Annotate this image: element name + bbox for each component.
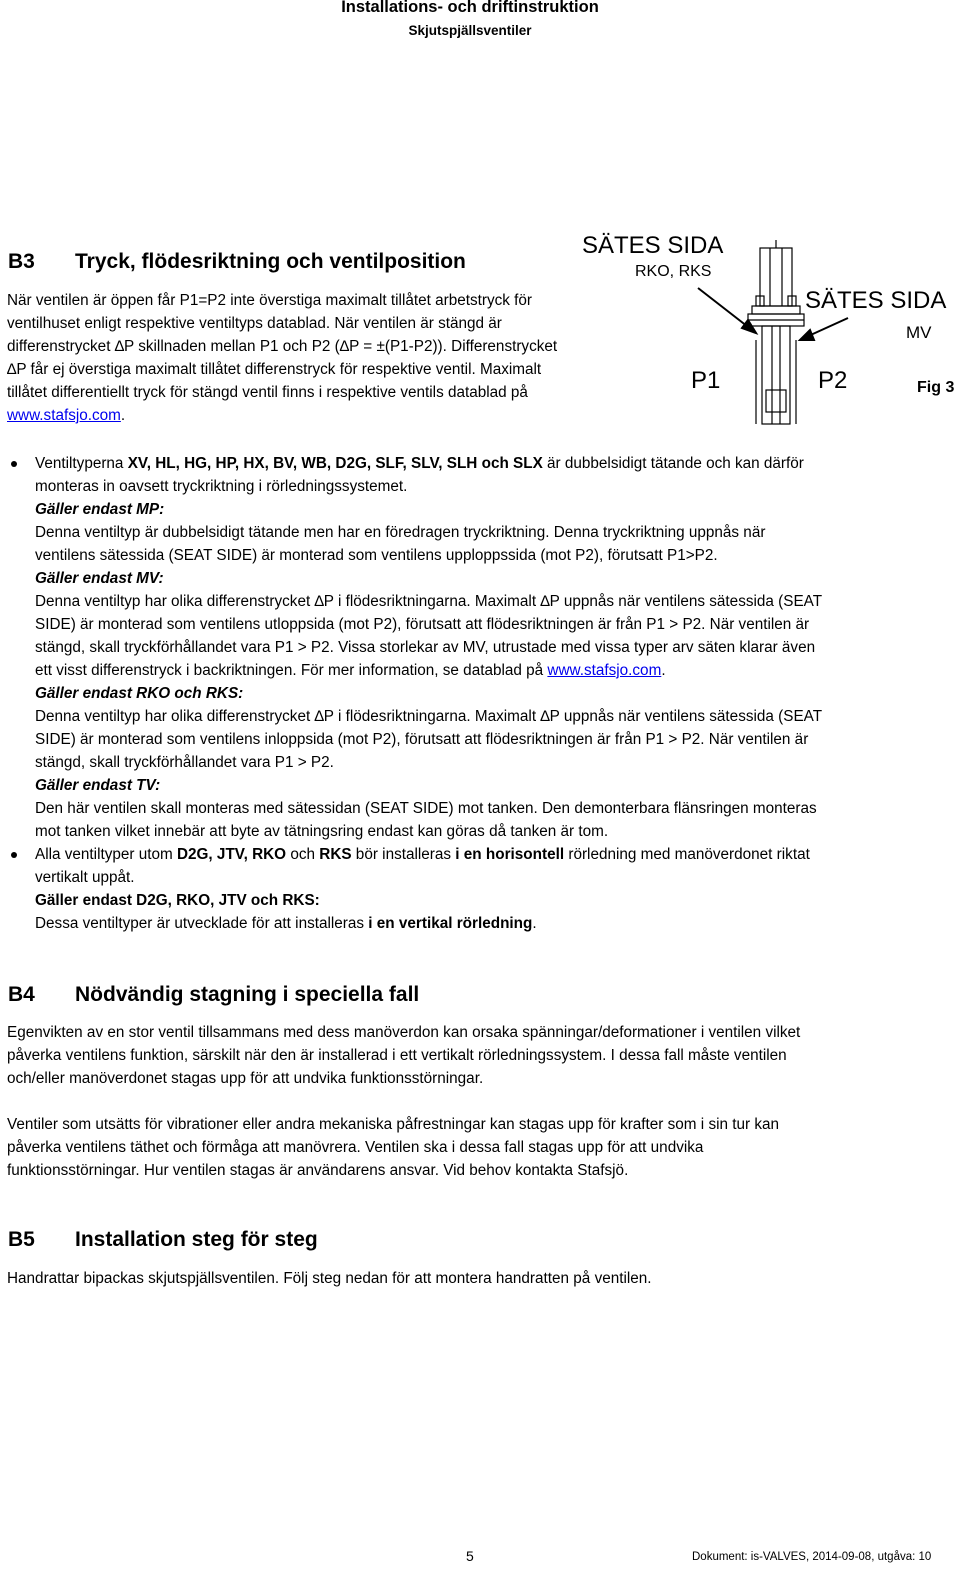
bullet2-text: Dessa ventiltyper är utvecklade för att installeras [35, 915, 369, 932]
label-mv: MV [906, 323, 932, 342]
bullet2-line: vertikalt uppåt. [35, 869, 135, 886]
mp-line: ventilens sätessida (SEAT SIDE) är monterad som ventilens upploppssida (mot P2), förutsatt P1>P2. [35, 547, 718, 564]
bullet1-line: monteras in oavsett tryckriktning i rörledningssystemet. [35, 478, 408, 495]
stafsjo-link[interactable]: www.stafsjo.com [7, 407, 121, 424]
label-sates-sida-right: SÄTES SIDA [805, 287, 947, 314]
bullet2-text: Alla ventiltyper utom [35, 846, 177, 863]
mv-line [35, 659, 950, 682]
rko-line: SIDE) är monterad som ventilens inloppsida (mot P2), förutsatt att flödesriktningen är från P1 > P2. När ventilen är [35, 731, 809, 748]
b3-intro-line [7, 404, 647, 427]
page-number: 5 [466, 1548, 474, 1564]
bullet1-valve-types: XV, HL, HG, HP, HX, BV, WB, D2G, SLF, SLV, SLH och SLX [127, 455, 543, 472]
bullet2-text: och [286, 846, 320, 863]
rko-heading: Gäller endast RKO och RKS: [35, 685, 244, 702]
section-number-b5: B5 [8, 1228, 35, 1251]
valve-diagram [580, 230, 960, 430]
bullet2-text: . [532, 915, 537, 932]
label-p2: P2 [818, 367, 848, 394]
section-title-b4: Nödvändig stagning i speciella fall [75, 983, 420, 1006]
bullet-1 [35, 452, 950, 843]
bullet1-line [35, 452, 950, 475]
b4-line: Ventiler som utsätts för vibrationer eller andra mekaniska påfrestningar kan stagas upp för krafter som i sin tur kan [7, 1116, 780, 1133]
label-rko-rks: RKO, RKS [635, 263, 712, 280]
mv-heading: Gäller endast MV: [35, 570, 164, 587]
section-title-b3: Tryck, flödesriktning och ventilposition [75, 250, 466, 273]
b4-line: påverka ventilens funktion, särskilt när den är installerad i ett vertikalt rörledningssystem. I dessa fall måste ventilen [7, 1047, 787, 1064]
tv-line: mot tanken vilket innebär att byte av tätningsring endast kan göras då tanken är tom. [35, 823, 609, 840]
mv-text: . [661, 662, 666, 679]
tv-heading: Gäller endast TV: [35, 777, 161, 794]
mv-line: Denna ventiltyp har olika differenstrycket ∆P i flödesriktningarna. Maximalt ∆P uppnås när ventilens sätessida (SEAT [35, 593, 823, 610]
d2g-heading: Gäller endast D2G, RKO, JTV och RKS: [35, 892, 320, 909]
bullet2-bold: i en vertikal rörledning [368, 915, 533, 932]
rko-line: Denna ventiltyp har olika differenstrycket ∆P i flödesriktningarna. Maximalt ∆P uppnås när ventilens sätessida (SEAT [35, 708, 823, 725]
label-p1: P1 [691, 367, 721, 394]
b4-paragraph-2 [7, 1113, 947, 1182]
b4-line: Egenvikten av en stor ventil tillsammans med dess manöverdon kan orsaka spänningar/deformationer i ventilen vilket [7, 1024, 801, 1041]
bullet2-bold: i en horisontell [455, 846, 565, 863]
bullet-marker [11, 461, 17, 467]
b4-line: påverka ventilens täthet och förmåga att manövrera. Ventilen ska i dessa fall stagas upp för att undvika [7, 1139, 704, 1156]
b3-intro-line: tillåtet differentiellt tryck för stängd ventil finns i respektive ventils datablad på [7, 384, 528, 401]
label-sates-sida-top: SÄTES SIDA [582, 232, 724, 259]
section-number-b3: B3 [8, 250, 35, 273]
b3-intro-line: ventilhuset enligt respektive ventiltyps datablad. När ventilen är stängd är [7, 315, 502, 332]
mp-line: Denna ventiltyp är dubbelsidigt tätande men har en föredragen tryckriktning. Denna tryckriktning uppnås när [35, 524, 766, 541]
mv-text: ett visst differenstryck i backriktningen. För mer information, se datablad på [35, 662, 548, 679]
bullet2-text: rörledning med manöverdonet riktat [564, 846, 810, 863]
document-subtitle: Skjutspjällsventiler [408, 23, 532, 38]
b3-intro-line: differenstrycket ∆P skillnaden mellan P1 och P2 (∆P = ±(P1-P2)). Differenstrycket [7, 338, 558, 355]
bullet2-bold: RKS [319, 846, 352, 863]
section-title-b5: Installation steg för steg [75, 1228, 318, 1251]
bullet2-bold: D2G, JTV, RKO [176, 846, 287, 863]
b3-intro-paragraph [7, 289, 647, 427]
mv-line: SIDE) är monterad som ventilens utloppsida (mot P2), förutsatt att flödesriktningen är från P1 > P2. När ventilen är [35, 616, 810, 633]
section-number-b4: B4 [8, 983, 35, 1006]
b3-intro-line: När ventilen är öppen får P1=P2 inte överstiga maximalt tillåtet arbetstryck för [7, 292, 533, 309]
bullet-marker [11, 852, 17, 858]
figure-caption: Fig 3 [917, 379, 955, 396]
tv-line: Den här ventilen skall monteras med sätessidan (SEAT SIDE) mot tanken. Den demonterbara flänsringen monteras [35, 800, 817, 817]
mv-line: stängd, skall tryckförhållandet vara P1 > P2. Vissa storlekar av MV, utrustade med vissa typer arv säten klarar även [35, 639, 816, 656]
bullet2-line [35, 843, 950, 866]
stafsjo-link[interactable]: www.stafsjo.com [547, 662, 662, 679]
document-reference: Dokument: is-VALVES, 2014-09-08, utgåva: 10 [692, 1551, 932, 1563]
mp-heading: Gäller endast MP: [35, 501, 165, 518]
b5-paragraph: Handrattar bipackas skjutspjällsventilen. Följ steg nedan för att montera handratten på ventilen. [7, 1270, 652, 1287]
rko-line: stängd, skall tryckförhållandet vara P1 > P2. [35, 754, 334, 771]
bullet1-text: är dubbelsidigt tätande och kan därför [542, 455, 804, 472]
bullet2-line [35, 912, 950, 935]
b4-line: funktionsstörningar. Hur ventilen stagas är användarens ansvar. Vid behov kontakta Stafsjö. [7, 1162, 629, 1179]
b4-paragraph-1 [7, 1021, 947, 1090]
bullet2-text: bör installeras [351, 846, 456, 863]
document-title: Installations- och driftinstruktion [341, 0, 599, 16]
b4-line: och/eller manöverdonet stagas upp för att undvika funktionsstörningar. [7, 1070, 484, 1087]
b3-intro-line: ∆P får ej överstiga maximalt tillåtet differenstryck för respektive ventil. Maximalt [7, 361, 542, 378]
bullet-2 [35, 843, 950, 935]
bullet1-text: Ventiltyperna [35, 455, 128, 472]
b3-intro-end: . [120, 407, 126, 424]
figure-3 [580, 230, 960, 430]
